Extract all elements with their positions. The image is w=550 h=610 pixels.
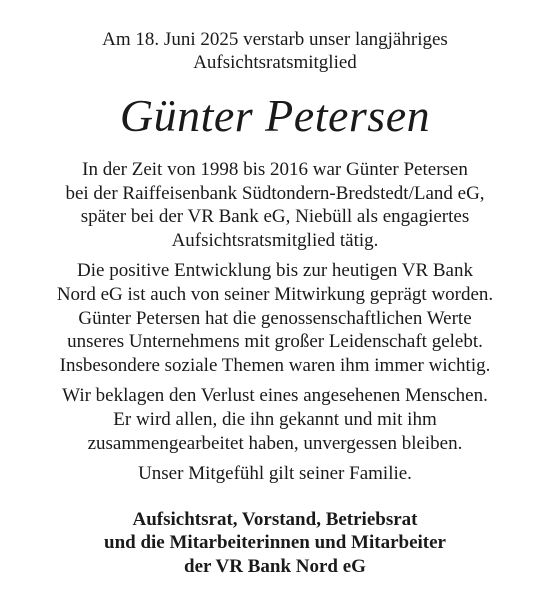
paragraph-loss — [0, 384, 550, 455]
text-line: Wir beklagen den Verlust eines angesehenen Menschen. — [62, 385, 488, 407]
paragraph-career — [0, 158, 550, 252]
intro-line: Am 18. Juni 2025 verstarb unser langjähriges — [102, 29, 448, 50]
text-line: Aufsichtsratsmitglied tätig. — [171, 229, 379, 251]
deceased-name: Günter Petersen — [119, 90, 431, 141]
signature-block — [0, 508, 550, 579]
signature-line: Aufsichtsrat, Vorstand, Betriebsrat — [132, 508, 418, 530]
text-line: Nord eG ist auch von seiner Mitwirkung geprägt worden. — [56, 283, 494, 305]
paragraph-contribution — [0, 259, 550, 377]
text-line: später bei der VR Bank eG, Niebüll als engagiertes — [80, 206, 470, 228]
text-line: Günter Petersen hat die genossenschaftlichen Werte — [78, 307, 472, 329]
text-line: Unser Mitgefühl gilt seiner Familie. — [138, 463, 412, 485]
signature-line: und die Mitarbeiterinnen und Mitarbeiter — [104, 532, 446, 554]
text-line: Insbesondere soziale Themen waren ihm immer wichtig. — [59, 354, 491, 376]
text-line: Die positive Entwicklung bis zur heutigen VR Bank — [77, 260, 473, 282]
text-line: Er wird allen, die ihn gekannt und mit ihm — [113, 408, 437, 430]
paragraph-condolence — [0, 462, 550, 486]
text-line: In der Zeit von 1998 bis 2016 war Günter Petersen — [82, 159, 468, 180]
text-line: zusammengearbeitet haben, unvergessen bleiben. — [87, 432, 463, 454]
text-line: bei der Raiffeisenbank Südtondern-Bredstedt/Land eG, — [65, 182, 485, 204]
intro-text — [0, 28, 550, 74]
signature-line: der VR Bank Nord eG — [184, 555, 366, 577]
text-line: unseres Unternehmens mit großer Leidenschaft gelebt. — [67, 331, 483, 353]
intro-line: Aufsichtsratsmitglied — [193, 52, 357, 73]
